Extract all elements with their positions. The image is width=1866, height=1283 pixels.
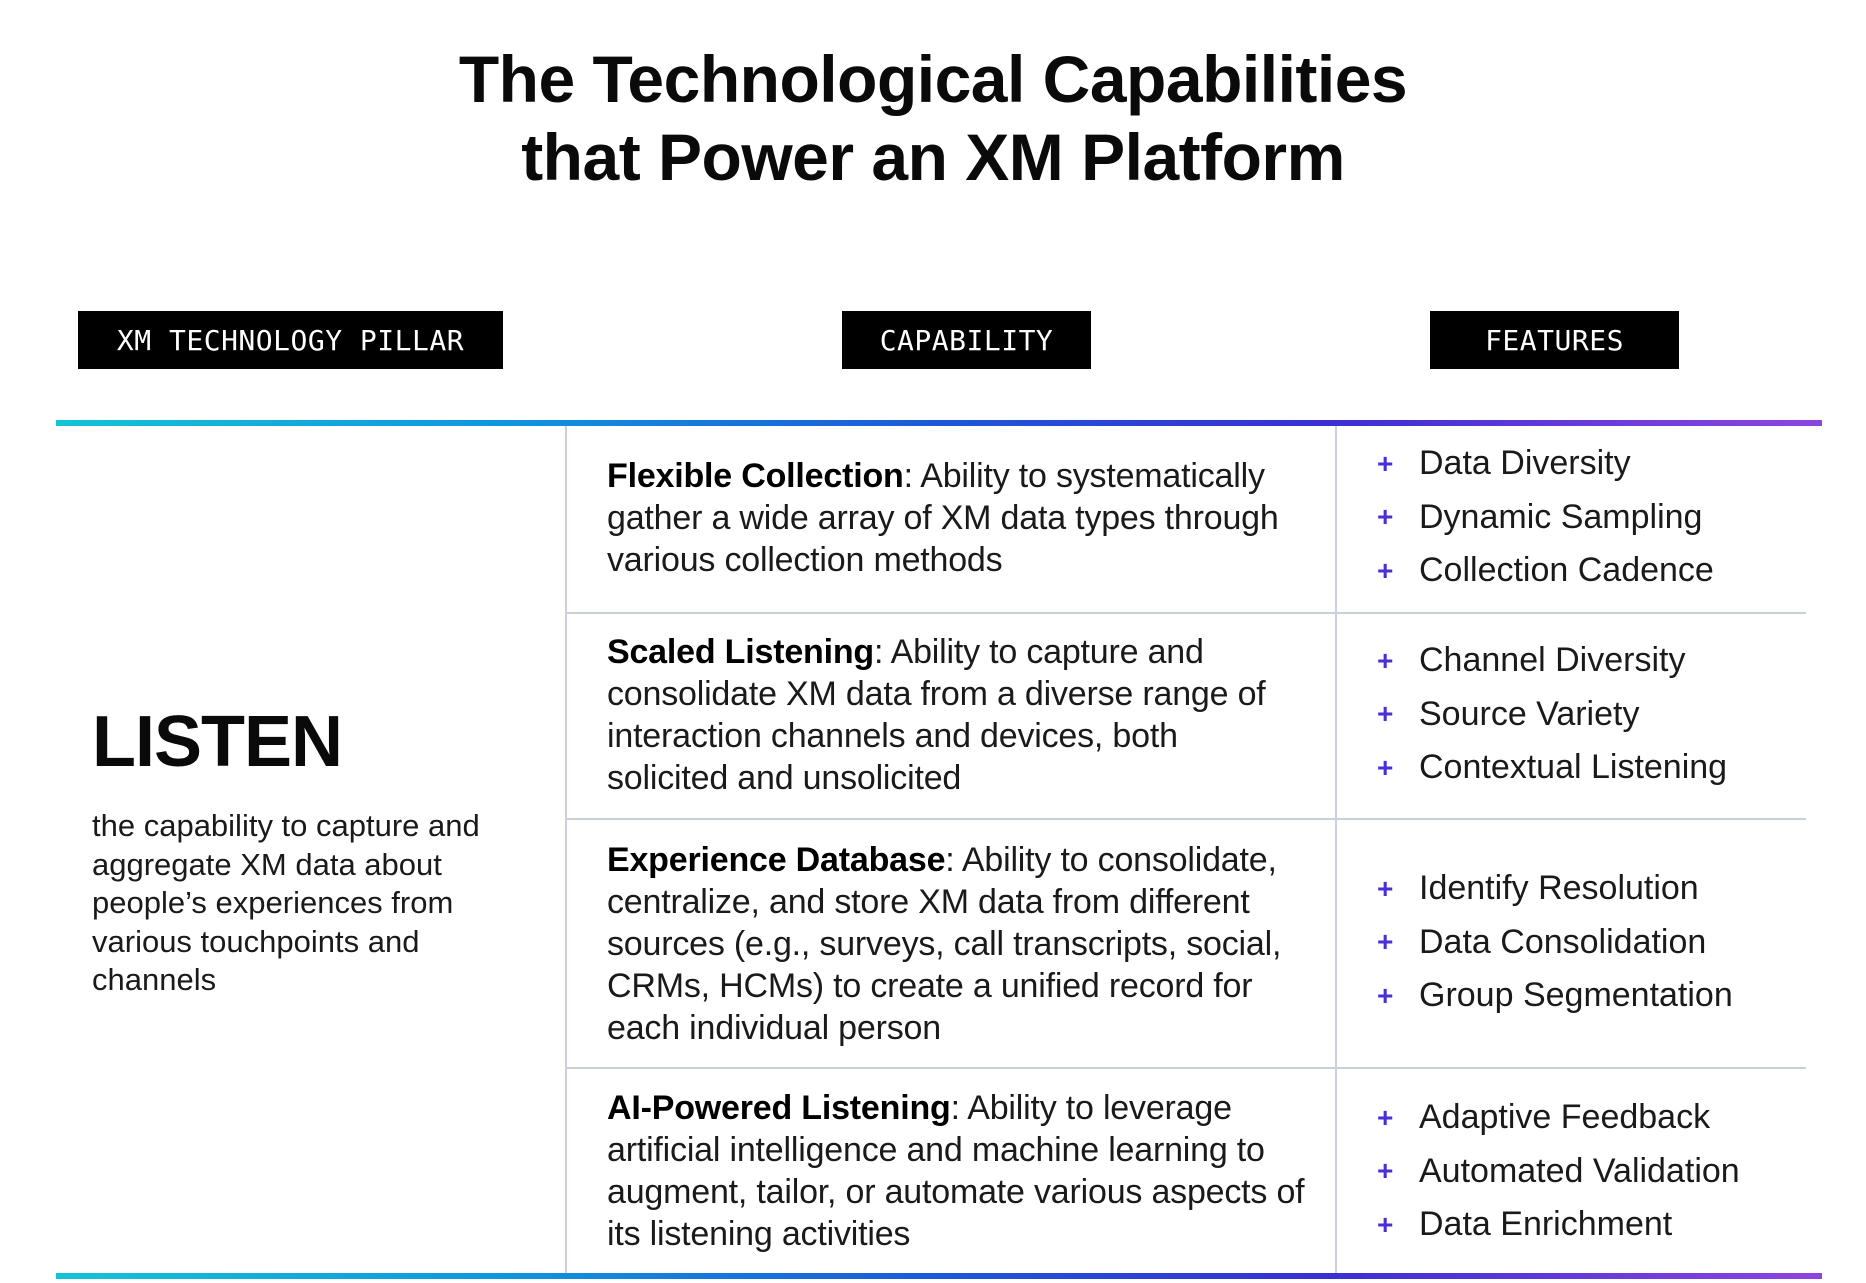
title-line-1: The Technological Capabilities — [458, 42, 1408, 116]
capability-text: : Ability to leverage artificial intelligence and machine learning to augment, tailor, or automate various aspects of its listening activities — [607, 1089, 1305, 1253]
plus-icon: + — [1377, 1155, 1394, 1187]
plus-icon: + — [1377, 644, 1394, 676]
plus-icon: + — [1377, 926, 1394, 958]
list-item — [1375, 862, 1733, 916]
feature-label: Adaptive Feedback — [1419, 1098, 1711, 1137]
feature-list — [1375, 634, 1727, 795]
feature-label: Source Variety — [1419, 694, 1640, 733]
capability-cell — [607, 455, 1307, 581]
feature-label: Data Consolidation — [1419, 922, 1707, 961]
plus-icon: + — [1377, 1208, 1394, 1240]
capability-name: Scaled Listening — [607, 633, 874, 671]
plus-icon: + — [1377, 501, 1394, 533]
plus-icon: + — [1377, 1101, 1394, 1133]
feature-list — [1375, 1091, 1740, 1252]
feature-list — [1375, 437, 1714, 598]
row-divider-2 — [566, 818, 1806, 820]
list-item — [1375, 1198, 1740, 1252]
plus-icon: + — [1377, 872, 1394, 904]
feature-label: Data Diversity — [1419, 444, 1631, 483]
row-divider-1 — [566, 612, 1806, 614]
feature-label: Automated Validation — [1419, 1151, 1740, 1190]
feature-label: Dynamic Sampling — [1419, 497, 1703, 536]
plus-icon: + — [1377, 447, 1394, 479]
list-item — [1375, 491, 1714, 545]
plus-icon: + — [1377, 698, 1394, 730]
capability-text: : Ability to systematically gather a wide array of XM data types through various collection methods — [607, 457, 1279, 579]
header-pillar: XM TECHNOLOGY PILLAR — [78, 311, 503, 369]
list-item — [1375, 544, 1714, 598]
list-item — [1375, 634, 1727, 688]
capability-name: AI-Powered Listening — [607, 1089, 951, 1127]
feature-label: Collection Cadence — [1419, 551, 1714, 590]
plus-icon: + — [1377, 979, 1394, 1011]
list-item — [1375, 688, 1727, 742]
feature-label: Channel Diversity — [1419, 641, 1686, 680]
feature-label: Group Segmentation — [1419, 976, 1733, 1015]
pillar-name: LISTEN — [92, 702, 343, 782]
capability-cell — [607, 631, 1307, 799]
list-item — [1375, 969, 1733, 1023]
capability-name: Flexible Collection — [607, 457, 904, 495]
list-item — [1375, 1091, 1740, 1145]
capability-name: Experience Database — [607, 841, 946, 879]
header-capability: CAPABILITY — [842, 311, 1091, 369]
feature-label: Identify Resolution — [1419, 869, 1699, 908]
bottom-gradient-divider — [56, 1273, 1822, 1279]
plus-icon: + — [1377, 554, 1394, 586]
capability-cell — [607, 839, 1307, 1049]
feature-label: Data Enrichment — [1419, 1205, 1673, 1244]
header-features: FEATURES — [1430, 311, 1679, 369]
capability-text: : Ability to capture and consolidate XM data from a diverse range of interaction channels and devices, both solicited and unsolicited — [607, 633, 1266, 797]
list-item — [1375, 916, 1733, 970]
list-item — [1375, 1145, 1740, 1199]
capability-text: : Ability to consolidate, centralize, and store XM data from different sources (e.g., surveys, call transcripts, social, CRMs, HCMs) to create a unified record for each individual person — [607, 841, 1282, 1047]
capability-cell — [607, 1087, 1307, 1255]
feature-list — [1375, 862, 1733, 1023]
pillar-description: the capability to capture and aggregate XM data about people’s experiences from various touchpoints and channels — [92, 808, 480, 997]
column-divider-1 — [565, 426, 567, 1273]
feature-label: Contextual Listening — [1419, 748, 1728, 787]
list-item — [1375, 437, 1714, 491]
title-line-2: that Power an XM Platform — [521, 120, 1345, 194]
page-title — [0, 40, 1866, 196]
column-divider-2 — [1335, 426, 1337, 1273]
row-divider-3 — [566, 1067, 1806, 1069]
plus-icon: + — [1377, 751, 1394, 783]
top-gradient-divider — [56, 420, 1822, 426]
list-item — [1375, 741, 1727, 795]
